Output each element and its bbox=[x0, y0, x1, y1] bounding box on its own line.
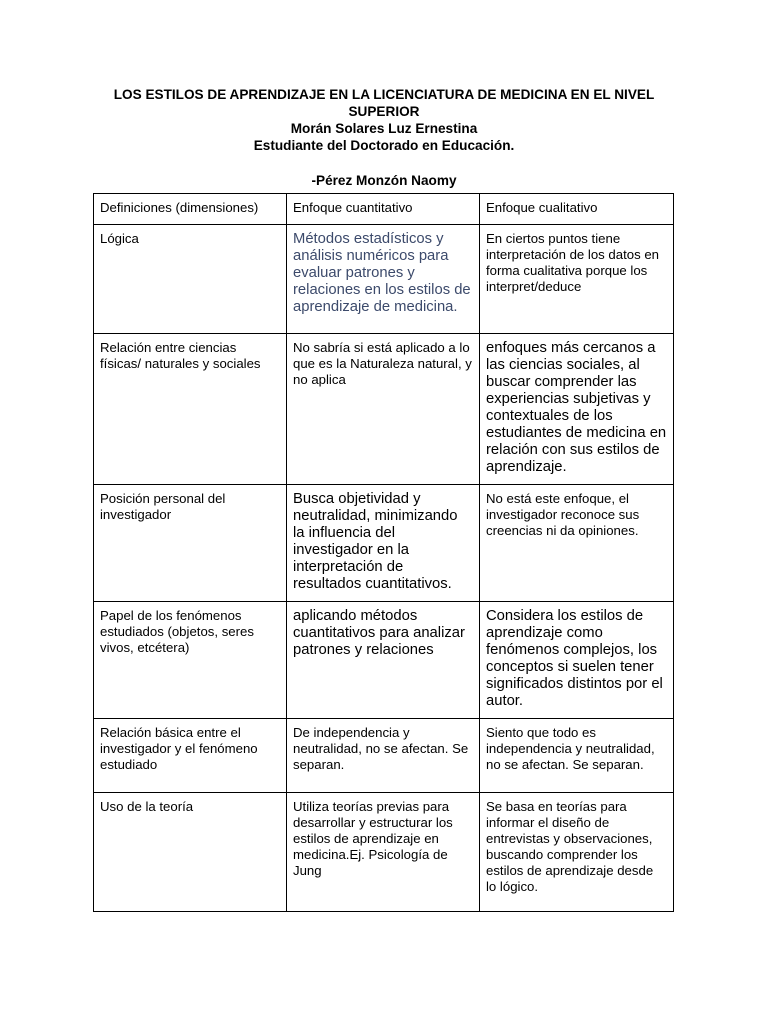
table-row bbox=[94, 334, 674, 485]
qualitative-cell: enfoques más cercanos a las ciencias sociales, al buscar comprender las experiencias subjetivas y contextuales de los estudiantes de medicina en relación con sus estilos de aprendizaje. bbox=[480, 334, 674, 485]
author-name: Morán Solares Luz Ernestina bbox=[290, 121, 478, 136]
quantitative-cell: Métodos estadísticos y análisis numéricos para evaluar patrones y relaciones en los estilos de aprendizaje de medicina. bbox=[287, 225, 480, 334]
qualitative-cell: Siento que todo es independencia y neutralidad, no se afectan. Se separan. bbox=[480, 719, 674, 793]
row-label: Papel de los fenómenos estudiados (objetos, seres vivos, etcétera) bbox=[94, 602, 287, 719]
row-label: Relación entre ciencias físicas/ naturales y sociales bbox=[94, 334, 287, 485]
table-row bbox=[94, 602, 674, 719]
coauthor-name: -Pérez Monzón Naomy bbox=[311, 173, 457, 188]
qualitative-cell: Considera los estilos de aprendizaje como fenómenos complejos, los conceptos si suelen tener significados distintos por el autor. bbox=[480, 602, 674, 719]
comparison-table bbox=[93, 193, 674, 912]
header-quantitative: Enfoque cuantitativo bbox=[287, 194, 480, 225]
quantitative-cell: Utiliza teorías previas para desarrollar y estructurar los estilos de aprendizaje en medicina.Ej. Psicología de Jung bbox=[287, 793, 480, 912]
table-row bbox=[94, 719, 674, 793]
qualitative-cell: No está este enfoque, el investigador reconoce sus creencias ni da opiniones. bbox=[480, 485, 674, 602]
table-header-row bbox=[94, 194, 674, 225]
author-role: Estudiante del Doctorado en Educación. bbox=[253, 138, 515, 153]
quantitative-cell: No sabría si está aplicado a lo que es la Naturaleza natural, y no aplica bbox=[287, 334, 480, 485]
title-line-2: SUPERIOR bbox=[348, 104, 420, 119]
quantitative-cell: aplicando métodos cuantitativos para analizar patrones y relaciones bbox=[287, 602, 480, 719]
row-label: Lógica bbox=[94, 225, 287, 334]
row-label: Uso de la teoría bbox=[94, 793, 287, 912]
header-qualitative: Enfoque cualitativo bbox=[480, 194, 674, 225]
row-label: Posición personal del investigador bbox=[94, 485, 287, 602]
table-row bbox=[94, 225, 674, 334]
table-row bbox=[94, 793, 674, 912]
row-label: Relación básica entre el investigador y el fenómeno estudiado bbox=[94, 719, 287, 793]
document-header bbox=[92, 86, 676, 189]
quantitative-cell: De independencia y neutralidad, no se afectan. Se separan. bbox=[287, 719, 480, 793]
quantitative-cell: Busca objetividad y neutralidad, minimizando la influencia del investigador en la interpretación de resultados cuantitativos. bbox=[287, 485, 480, 602]
title-line-1: LOS ESTILOS DE APRENDIZAJE EN LA LICENCIATURA DE MEDICINA EN EL NIVEL bbox=[113, 87, 655, 102]
document-title bbox=[92, 86, 676, 120]
qualitative-cell: En ciertos puntos tiene interpretación de los datos en forma cualitativa porque los interpret/deduce bbox=[480, 225, 674, 334]
table-row bbox=[94, 485, 674, 602]
qualitative-cell: Se basa en teorías para informar el diseño de entrevistas y observaciones, buscando comprender los estilos de aprendizaje desde lo lógico. bbox=[480, 793, 674, 912]
header-dimensions: Definiciones (dimensiones) bbox=[94, 194, 287, 225]
